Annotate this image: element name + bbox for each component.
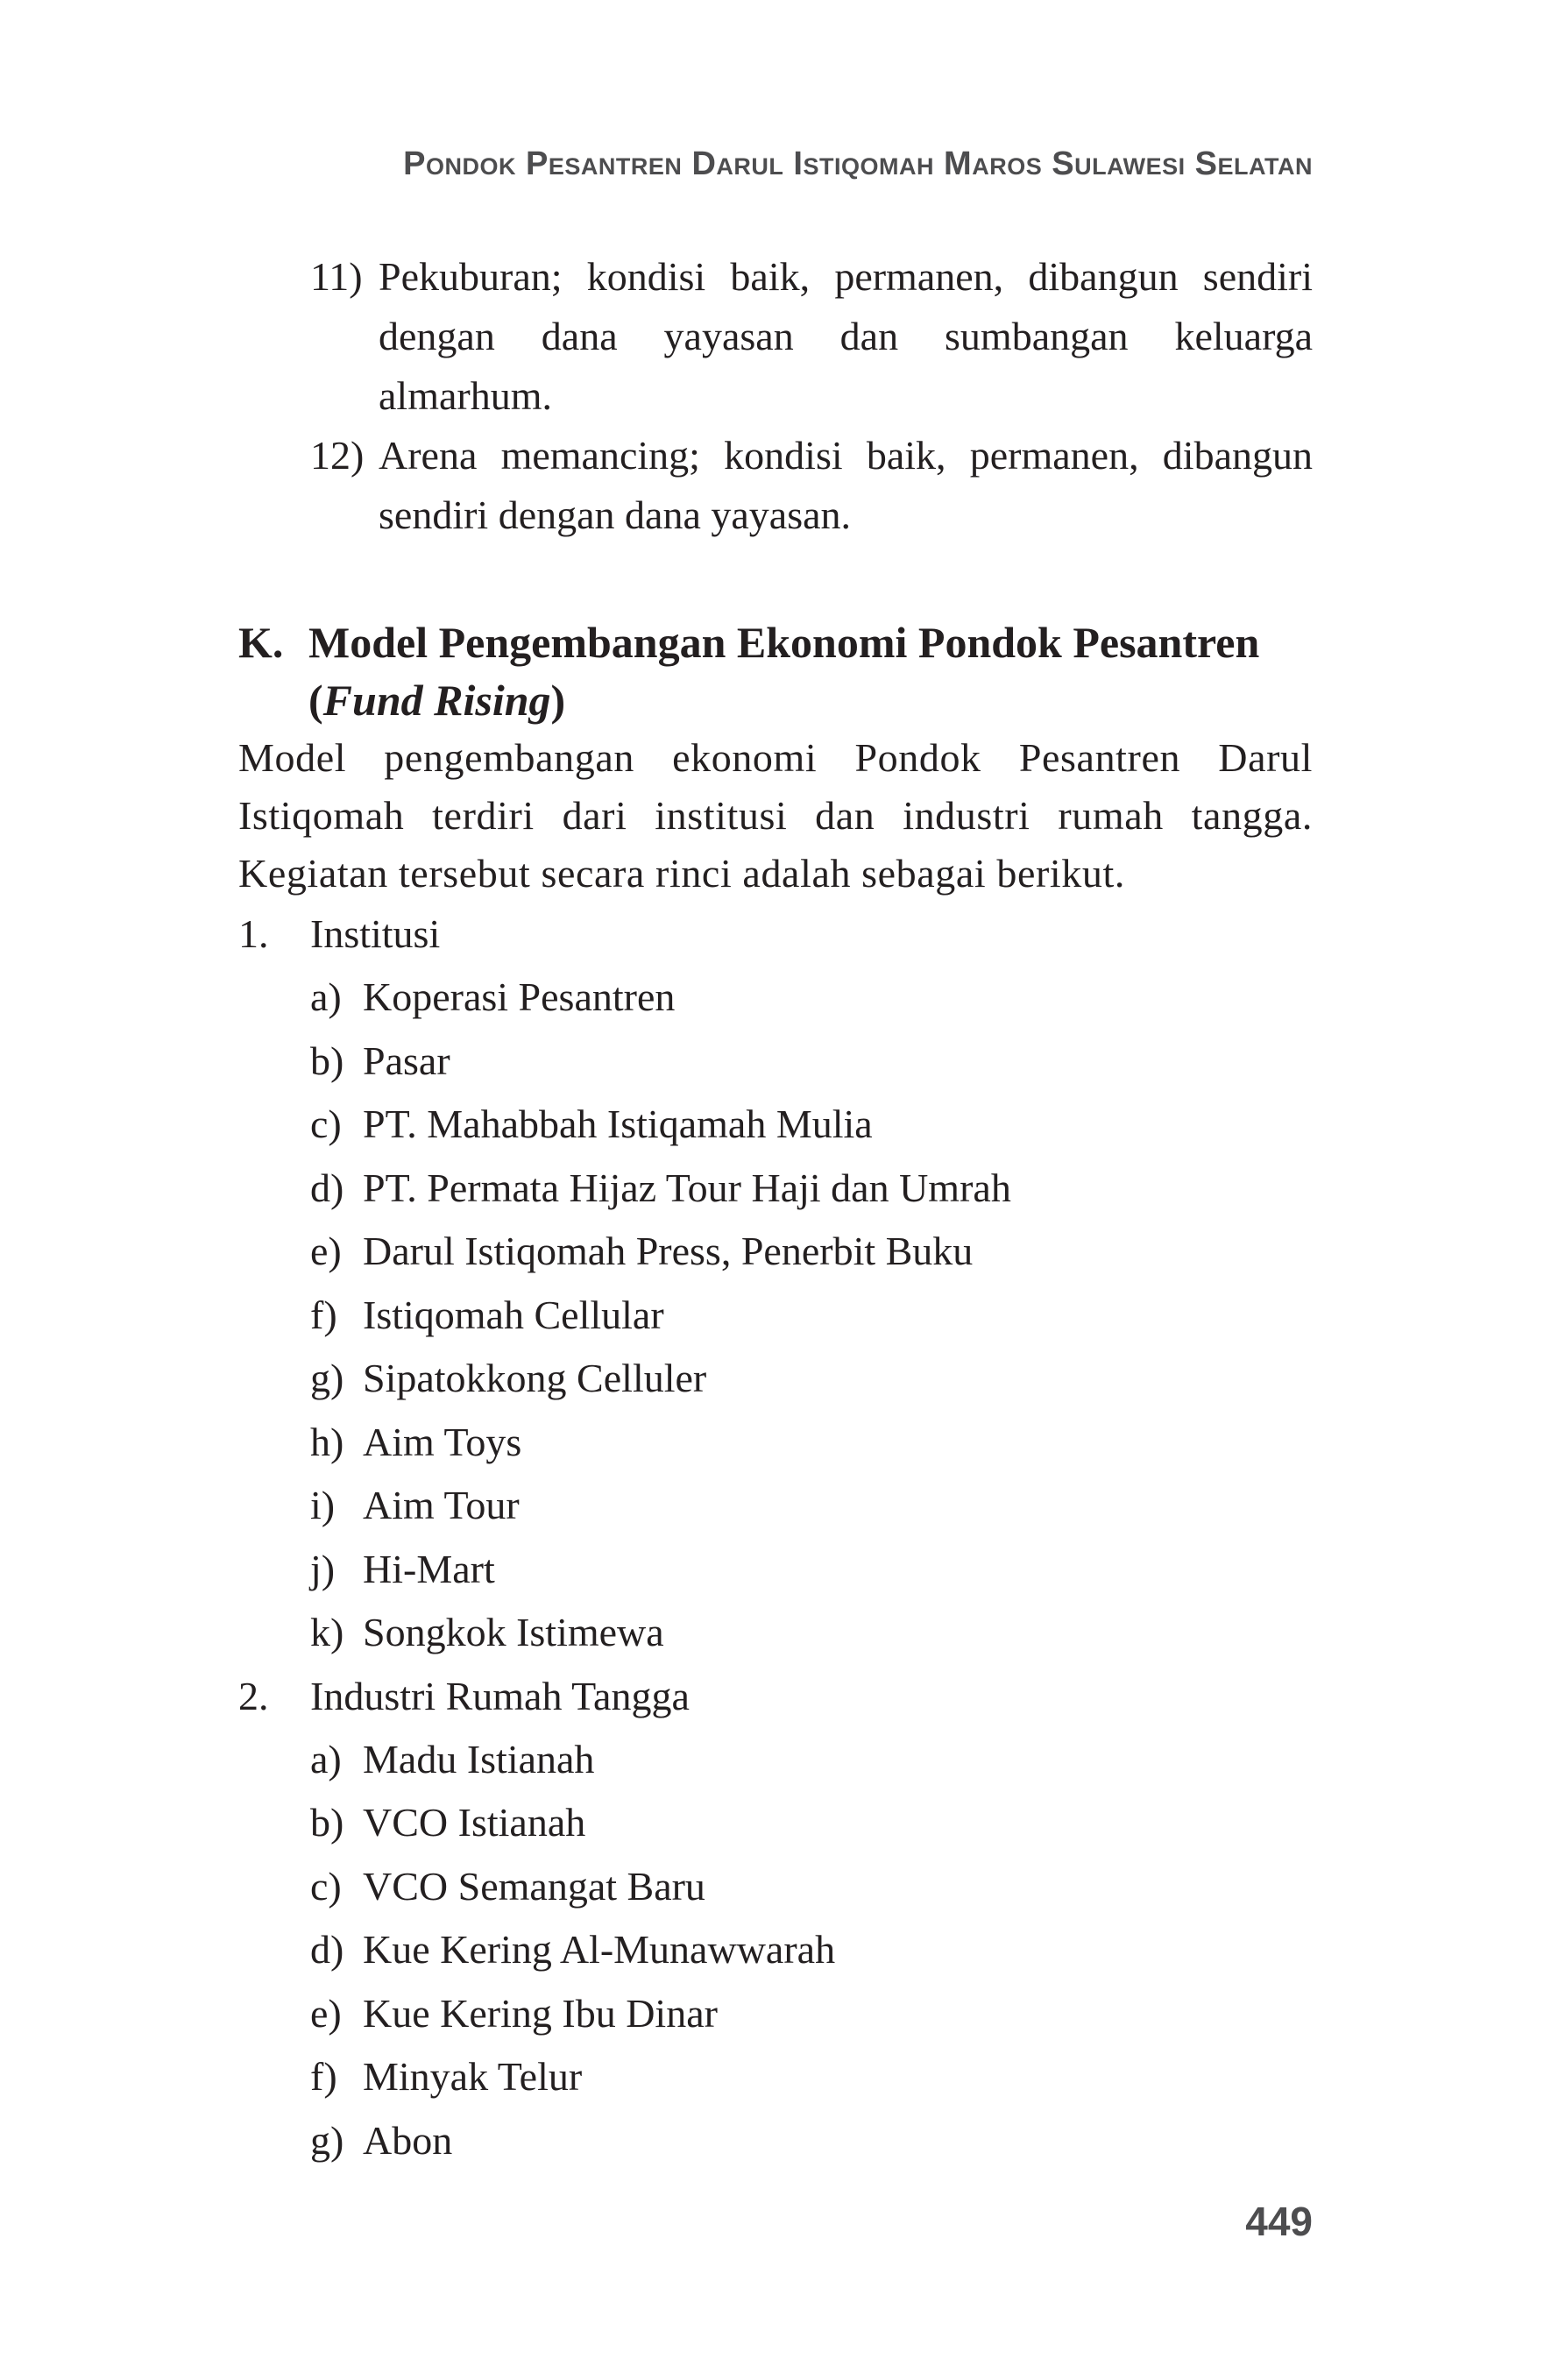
item-text: Pekuburan; kondisi baik, permanen, dibangun sendiri dengan dana yayasan dan sumbangan keluarga almarhum. xyxy=(379,254,1313,418)
category-number: 2. xyxy=(238,1673,269,1718)
item-letter: d) xyxy=(310,1165,344,1210)
list-item xyxy=(238,1538,1313,1602)
item-text: Kue Kering Al-Munawwarah xyxy=(363,1927,836,1972)
item-text: Aim Toys xyxy=(363,1419,522,1464)
section-title-italic: Fund Rising xyxy=(322,676,551,725)
item-letter: e) xyxy=(310,1229,342,1273)
item-letter: a) xyxy=(310,1736,342,1781)
list-item-12 xyxy=(238,426,1313,545)
category-number: 1. xyxy=(238,911,269,956)
item-text: PT. Permata Hijaz Tour Haji dan Umrah xyxy=(363,1165,1011,1210)
list-item xyxy=(238,1601,1313,1665)
item-letter: c) xyxy=(310,1863,342,1909)
item-text: VCO Istianah xyxy=(363,1800,586,1845)
category-institusi-items xyxy=(238,966,1313,1665)
item-letter: k) xyxy=(310,1610,344,1654)
list-item xyxy=(238,1093,1313,1157)
item-letter: g) xyxy=(310,2117,344,2163)
item-letter: b) xyxy=(310,1800,344,1845)
title-paren-open: ( xyxy=(308,676,323,725)
item-text: Istiqomah Cellular xyxy=(363,1292,664,1337)
item-number: 11) xyxy=(310,254,363,299)
item-letter: b) xyxy=(310,1038,344,1083)
item-letter: c) xyxy=(310,1101,342,1146)
list-item xyxy=(238,1982,1313,2046)
list-item xyxy=(238,1157,1313,1221)
list-item xyxy=(238,2109,1313,2173)
item-text: Aim Tour xyxy=(363,1483,520,1527)
item-letter: i) xyxy=(310,1483,336,1527)
title-paren-close: ) xyxy=(550,676,566,725)
list-item-11 xyxy=(238,247,1313,426)
item-text: Hi-Mart xyxy=(363,1546,495,1591)
item-text: Sipatokkong Celluler xyxy=(363,1356,707,1400)
item-text: Koperasi Pesantren xyxy=(363,974,676,1019)
category-label: Institusi xyxy=(310,911,441,956)
category-list xyxy=(238,903,1313,2172)
list-item xyxy=(238,1474,1313,1538)
item-text: Darul Istiqomah Press, Penerbit Buku xyxy=(363,1229,974,1273)
list-item xyxy=(238,1728,1313,1792)
item-letter: e) xyxy=(310,1990,342,2036)
item-letter: f) xyxy=(310,1292,337,1337)
item-text: Arena memancing; kondisi baik, permanen, dibangun sendiri dengan dana yayasan. xyxy=(379,433,1313,537)
item-letter: a) xyxy=(310,974,342,1019)
category-label: Industri Rumah Tangga xyxy=(310,1673,690,1718)
item-letter: h) xyxy=(310,1419,344,1464)
item-letter: d) xyxy=(310,1927,344,1972)
page-body xyxy=(238,247,1313,2172)
list-item xyxy=(238,1918,1313,1982)
list-item xyxy=(238,966,1313,1030)
list-item xyxy=(238,2045,1313,2109)
list-item xyxy=(238,1791,1313,1855)
item-text: Minyak Telur xyxy=(363,2054,583,2099)
running-header: Pondok Pesantren Darul Istiqomah Maros Sulawesi Selatan xyxy=(403,145,1313,182)
item-text: Madu Istianah xyxy=(363,1736,595,1781)
item-letter: j) xyxy=(310,1546,336,1591)
list-item xyxy=(238,1030,1313,1094)
category-institusi xyxy=(238,903,1313,966)
item-text: VCO Semangat Baru xyxy=(363,1863,705,1909)
section-heading xyxy=(238,613,1313,729)
item-letter: g) xyxy=(310,1356,344,1400)
list-item xyxy=(238,1855,1313,1919)
list-item xyxy=(238,1284,1313,1348)
item-text: PT. Mahabbah Istiqamah Mulia xyxy=(363,1101,873,1146)
page-number: 449 xyxy=(1245,2199,1313,2244)
item-text: Songkok Istimewa xyxy=(363,1610,664,1654)
item-text: Pasar xyxy=(363,1038,450,1083)
category-industri-rumah-tangga xyxy=(238,1665,1313,1728)
item-text: Abon xyxy=(363,2117,453,2163)
item-letter: f) xyxy=(310,2054,337,2099)
item-number: 12) xyxy=(310,433,365,478)
section-letter: K. xyxy=(238,618,284,667)
list-item xyxy=(238,1411,1313,1475)
list-item xyxy=(238,1347,1313,1411)
item-text: Kue Kering Ibu Dinar xyxy=(363,1990,718,2036)
section-title: Model Pengembangan Ekonomi Pondok Pesantren xyxy=(308,618,1260,667)
list-item xyxy=(238,1220,1313,1284)
category-industri-items xyxy=(238,1728,1313,2173)
intro-paragraph: Model pengembangan ekonomi Pondok Pesantren Darul Istiqomah terdiri dari institusi dan industri rumah tangga. Kegiatan tersebut secara rinci adalah sebagai berikut. xyxy=(238,735,1313,896)
